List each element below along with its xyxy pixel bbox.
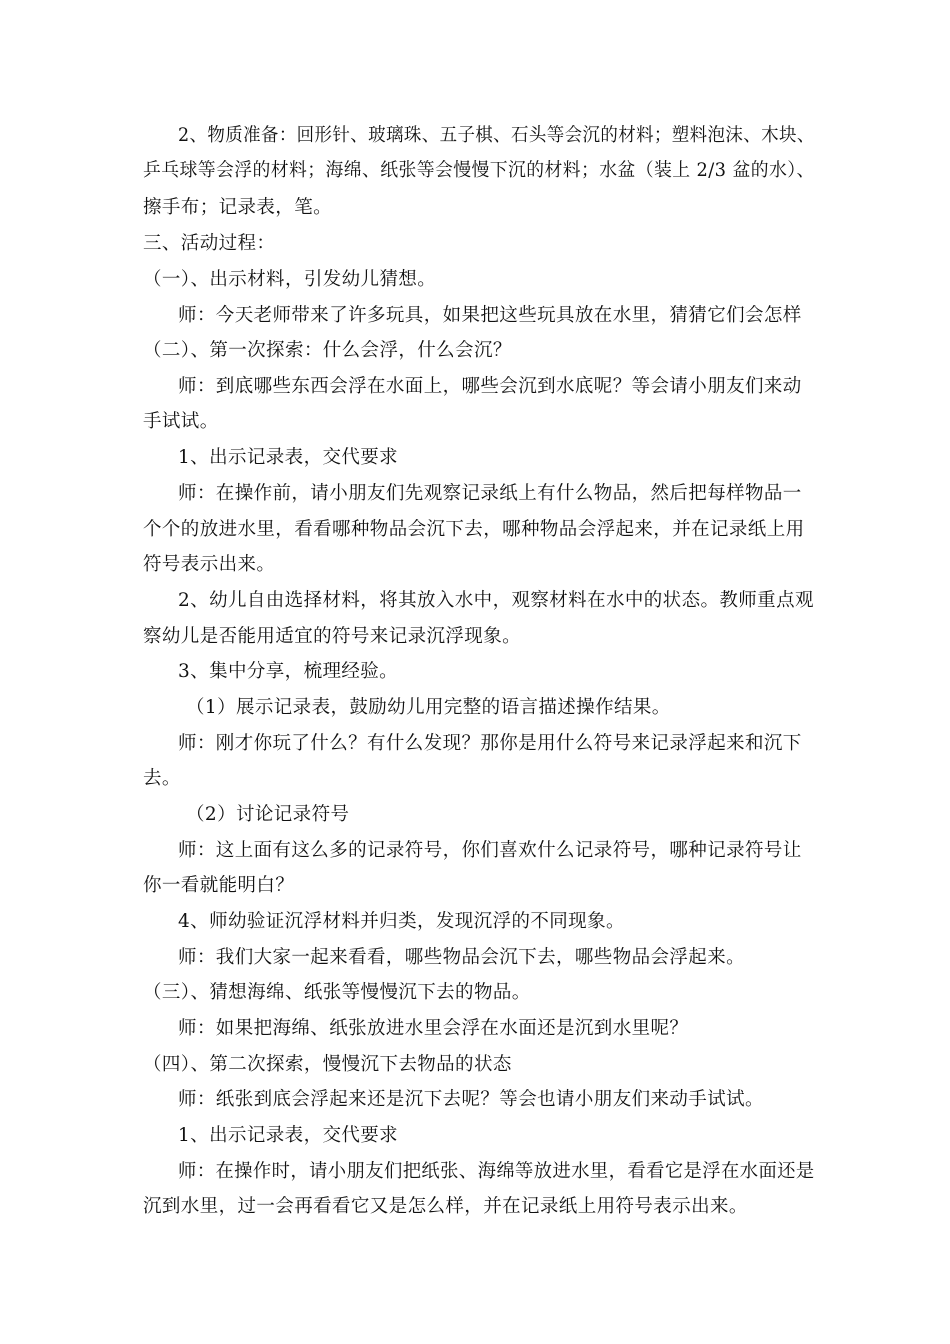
text-line: 师：在操作前，请小朋友们先观察记录纸上有什么物品，然后把每样物品一 <box>178 483 802 504</box>
text-line: 乒乓球等会浮的材料；海绵、纸张等会慢慢下沉的材料；水盆（装上 2/3 盆的水）、 <box>143 160 815 181</box>
text-line: （2）讨论记录符号 <box>186 804 350 825</box>
text-line: 2、物质准备：回形针、玻璃珠、五子棋、石头等会沉的材料；塑料泡沫、木块、 <box>178 125 815 146</box>
text-line: 1、出示记录表，交代要求 <box>178 1125 399 1146</box>
text-line: （1）展示记录表，鼓励幼儿用完整的语言描述操作结果。 <box>186 697 671 718</box>
text-line: 3、集中分享，梳理经验。 <box>178 661 399 682</box>
section-heading: 三、活动过程： <box>143 233 276 254</box>
text-line: 师：到底哪些东西会浮在水面上，哪些会沉到水底呢？等会请小朋友们来动 <box>178 376 802 397</box>
text-line: 师：如果把海绵、纸张放进水里会浮在水面还是沉到水里呢？ <box>178 1018 689 1039</box>
text-line: 你一看就能明白？ <box>143 875 295 896</box>
text-line: 擦手布；记录表，笔。 <box>143 197 333 218</box>
text-line: 个个的放进水里，看看哪种物品会沉下去，哪种物品会浮起来，并在记录纸上用 <box>143 519 805 540</box>
text-line: 师：今天老师带来了许多玩具，如果把这些玩具放在水里，猜猜它们会怎样 <box>178 305 802 326</box>
text-line: 4、师幼验证沉浮材料并归类，发现沉浮的不同现象。 <box>178 911 625 932</box>
text-line: 沉到水里，过一会再看看它又是怎么样，并在记录纸上用符号表示出来。 <box>143 1196 748 1217</box>
subsection-heading: （一）、出示材料，引发幼儿猜想。 <box>143 269 437 290</box>
text-line: 察幼儿是否能用适宜的符号来记录沉浮现象。 <box>143 626 522 647</box>
subsection-heading: （二）、第一次探索：什么会浮，什么会沉？ <box>143 340 512 361</box>
text-line: 手试试。 <box>143 411 219 432</box>
text-line: 师：在操作时，请小朋友们把纸张、海绵等放进水里，看看它是浮在水面还是 <box>178 1161 815 1182</box>
subsection-heading: （四）、第二次探索，慢慢沉下去物品的状态 <box>143 1054 512 1075</box>
subsection-heading: （三）、猜想海绵、纸张等慢慢沉下去的物品。 <box>143 982 531 1003</box>
text-line: 符号表示出来。 <box>143 554 276 575</box>
text-line: 师：这上面有这么多的记录符号，你们喜欢什么记录符号，哪种记录符号让 <box>178 840 802 861</box>
text-line: 师：纸张到底会浮起来还是沉下去呢？等会也请小朋友们来动手试试。 <box>178 1089 764 1110</box>
text-line: 1、出示记录表，交代要求 <box>178 447 399 468</box>
text-line: 师：刚才你玩了什么？有什么发现？那你是用什么符号来记录浮起来和沉下 <box>178 733 802 754</box>
text-line: 去。 <box>143 768 181 789</box>
text-line: 师：我们大家一起来看看，哪些物品会沉下去，哪些物品会浮起来。 <box>178 947 746 968</box>
text-line: 2、幼儿自由选择材料，将其放入水中，观察材料在水中的状态。教师重点观 <box>178 590 814 611</box>
